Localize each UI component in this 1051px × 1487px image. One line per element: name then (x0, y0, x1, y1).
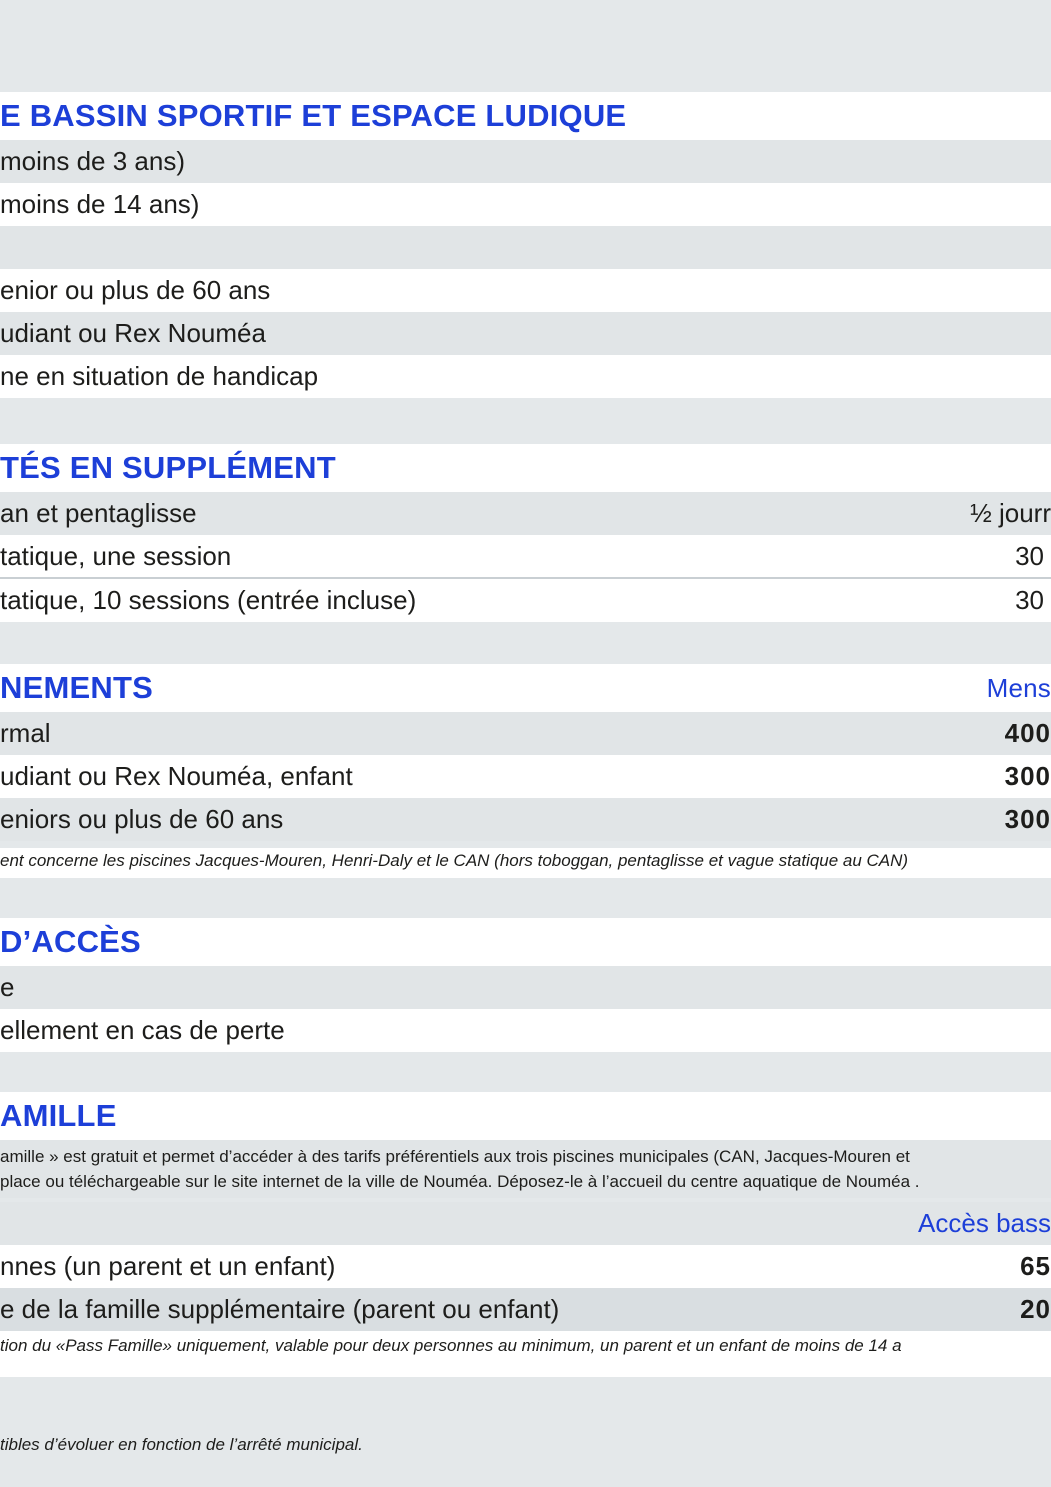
list-item: udiant ou Rex Nouméa (0, 312, 1051, 355)
row-label: eniors ou plus de 60 ans (0, 804, 284, 834)
footnote: tion du «Pass Famille» uniquement, valable pour deux personnes au minimum, un parent et un enfant de moins de 14 a (0, 1331, 1051, 1377)
list-item: moins de 14 ans) (0, 183, 1051, 226)
section-title-carte: D’ACCÈS (0, 918, 1051, 966)
list-item: ne en situation de handicap (0, 355, 1051, 398)
row-label: e de la famille supplémentaire (parent ou enfant) (0, 1294, 560, 1324)
column-header-mensuel: Mens (986, 673, 1051, 703)
row-value: 20 (1020, 1294, 1051, 1324)
column-header-acces: Accès bass (918, 1208, 1051, 1238)
list-item: ellement en cas de perte (0, 1009, 1051, 1052)
table-row (0, 755, 1051, 798)
section-title-text: NEMENTS (0, 670, 153, 705)
table-row (0, 579, 1051, 622)
row-value: 65 (1020, 1251, 1051, 1281)
row-label: tatique, une session (0, 541, 232, 571)
row-value: 300 (1004, 804, 1051, 834)
list-item-empty (0, 226, 1051, 269)
description-paragraph (0, 1140, 1051, 1198)
table-row (0, 712, 1051, 755)
row-value: 400 (1004, 718, 1051, 748)
list-item: moins de 3 ans) (0, 140, 1051, 183)
row-label: tatique, 10 sessions (entrée incluse) (0, 585, 417, 615)
section-title-abonnements (0, 664, 1051, 712)
row-label: udiant ou Rex Nouméa, enfant (0, 761, 353, 791)
list-item: enior ou plus de 60 ans (0, 269, 1051, 312)
row-value: 300 (1004, 761, 1051, 791)
section-title-bassin: E BASSIN SPORTIF ET ESPACE LUDIQUE (0, 92, 1051, 140)
footnote: ent concerne les piscines Jacques-Mouren, Henri-Daly et le CAN (hors toboggan, pentaglisse et vague statique au CAN) (0, 848, 1051, 878)
footer-note: tibles d’évoluer en fonction de l’arrêté municipal. (0, 1435, 363, 1454)
table-row (0, 1288, 1051, 1331)
column-header-row (0, 1202, 1051, 1245)
row-label: nnes (un parent et un enfant) (0, 1251, 336, 1281)
row-value: ½ jourr (970, 498, 1051, 528)
paragraph-line: place ou téléchargeable sur le site internet de la ville de Nouméa. Déposez-le à l’accueil du centre aquatique de Nouméa . (0, 1172, 920, 1191)
row-value: 30 (1015, 585, 1044, 615)
list-item: e (0, 966, 1051, 1009)
row-value: 30 (1015, 541, 1044, 571)
table-row (0, 1245, 1051, 1288)
section-title-famille: AMILLE (0, 1092, 1051, 1140)
row-label: an et pentaglisse (0, 498, 197, 528)
paragraph-line: amille » est gratuit et permet d’accéder à des tarifs préférentiels aux trois piscines municipales (CAN, Jacques-Mouren et (0, 1147, 910, 1166)
table-row (0, 492, 1051, 535)
section-title-activites: TÉS EN SUPPLÉMENT (0, 444, 1051, 492)
table-row (0, 535, 1051, 578)
table-row (0, 798, 1051, 841)
row-label: rmal (0, 718, 51, 748)
